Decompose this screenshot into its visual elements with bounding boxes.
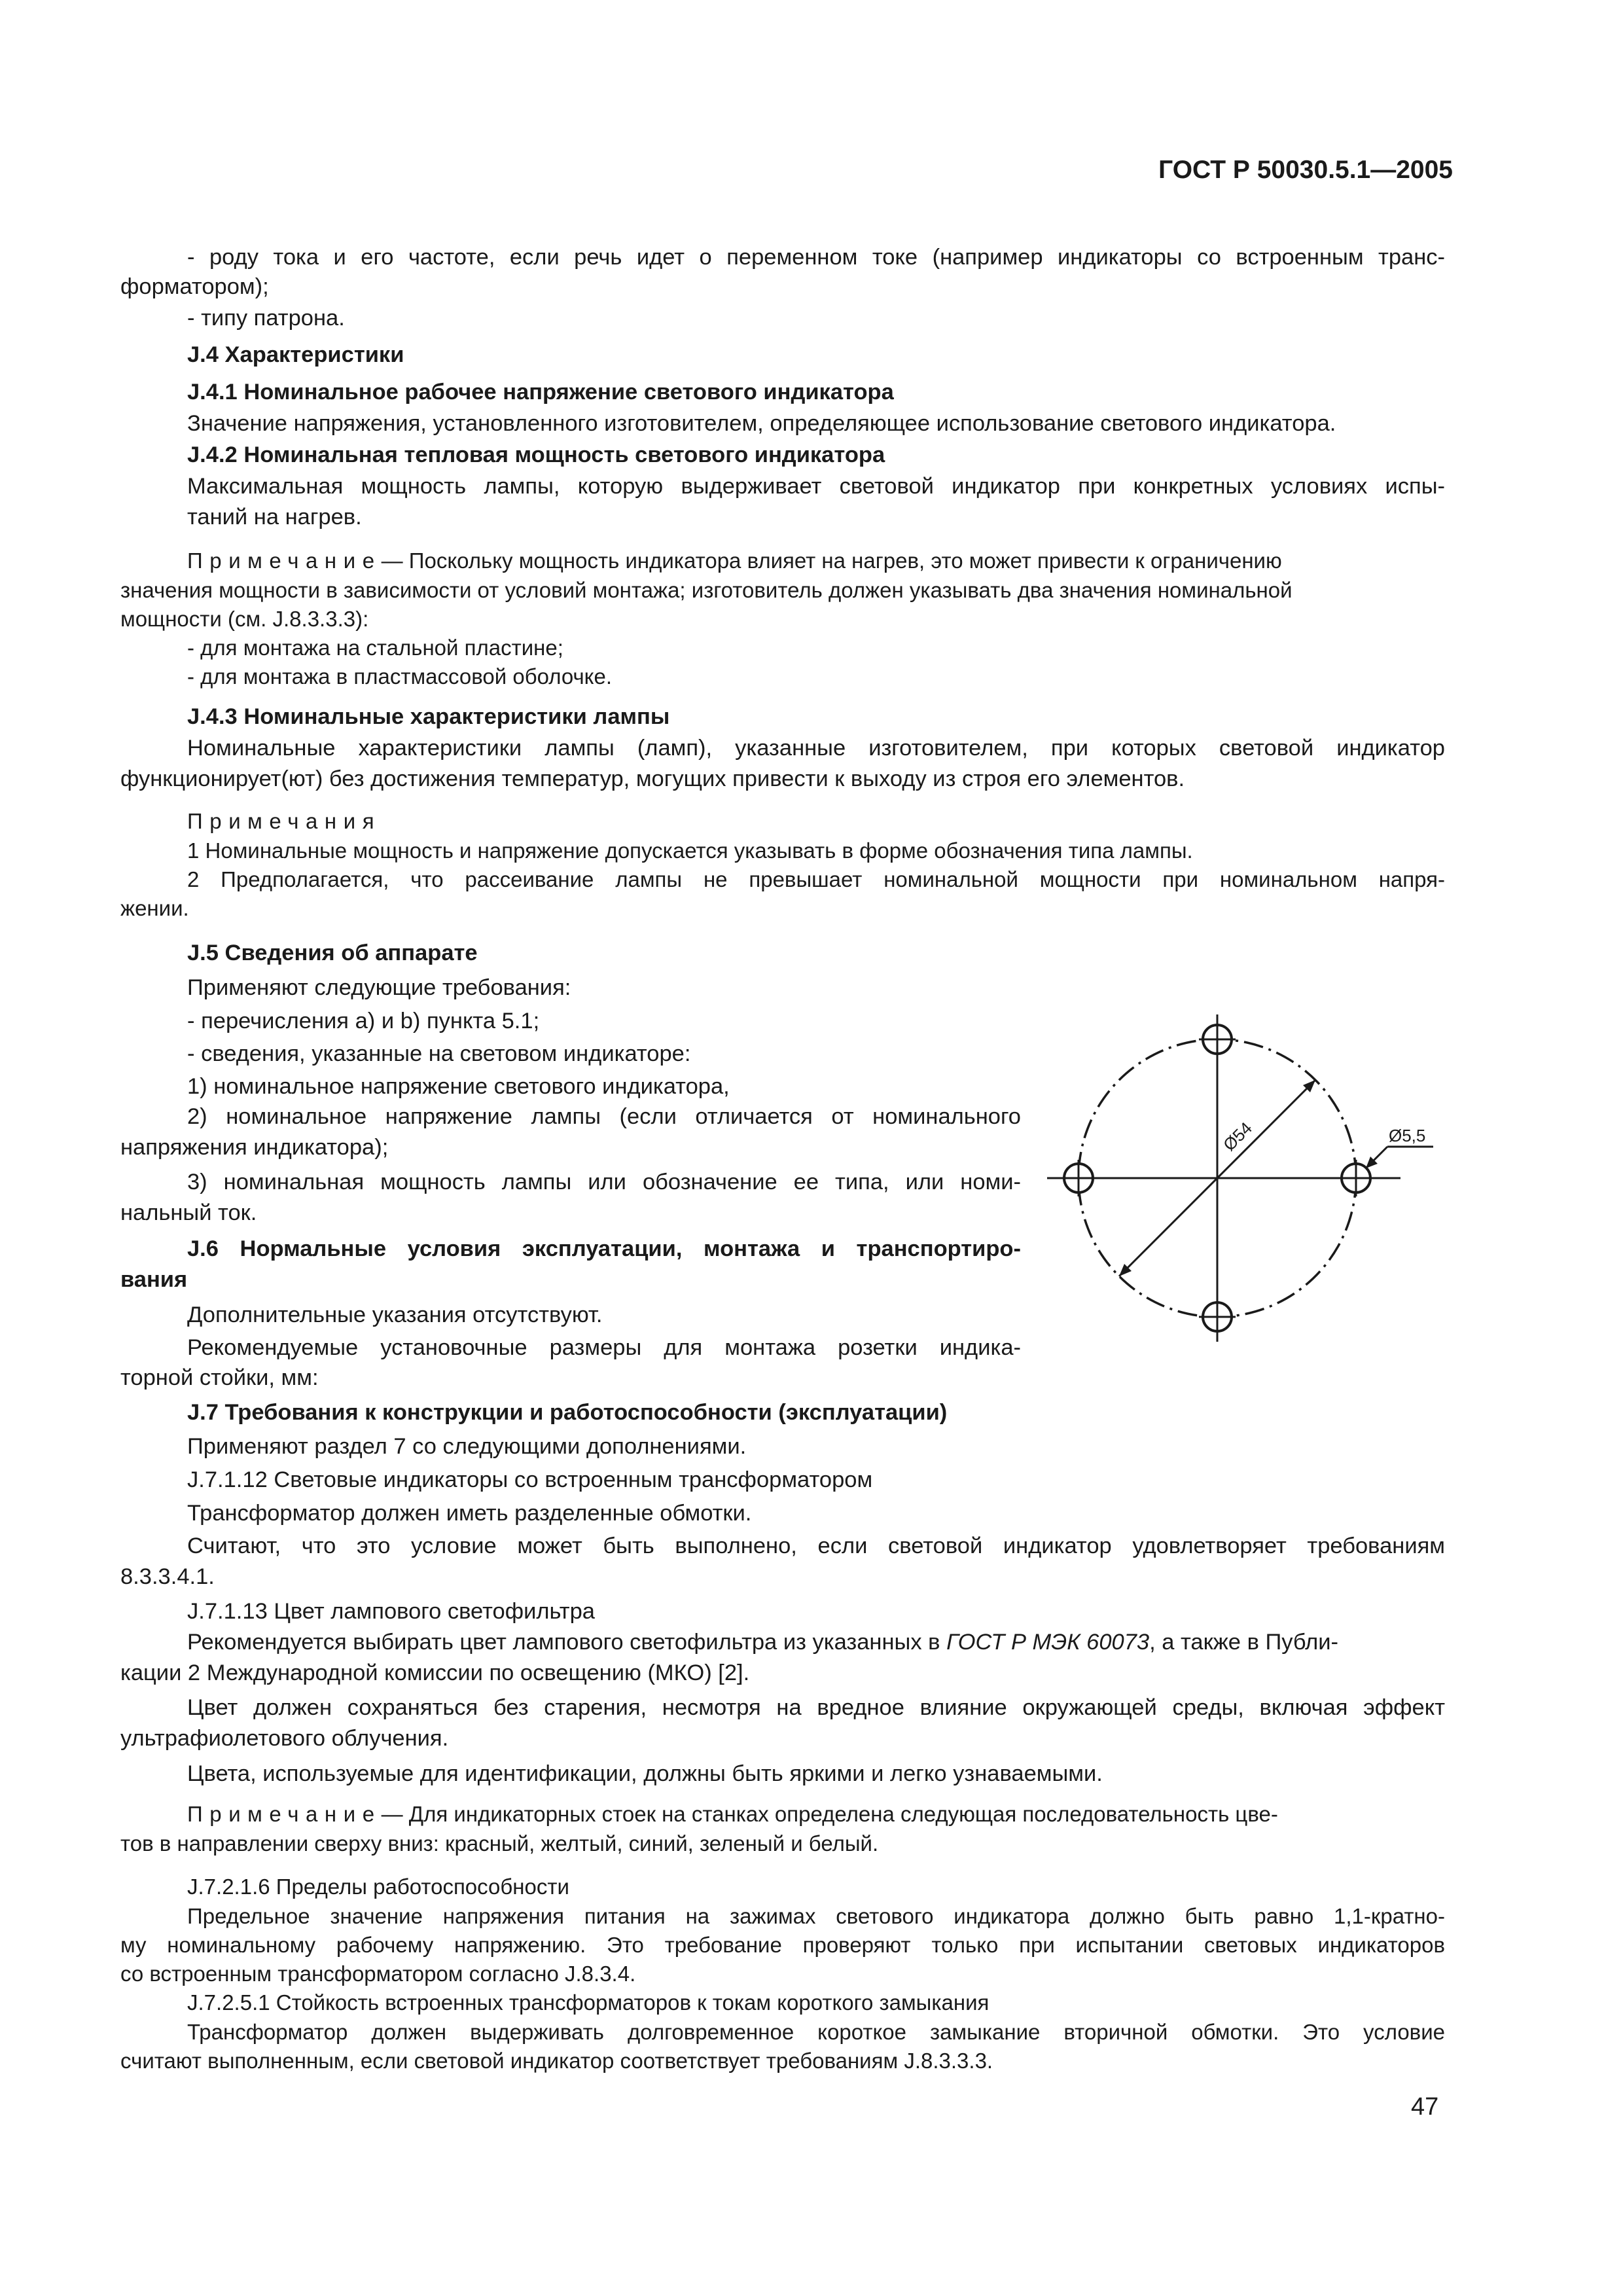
text-line: Цвета, используемые для идентификации, должны быть яркими и легко узнаваемыми. [187, 1761, 1103, 1786]
document-code: ГОСТ Р 50030.5.1—2005 [1158, 156, 1453, 184]
text-line: - типу патрона. [187, 306, 345, 331]
section-heading: J.5 Сведения об аппарате [187, 941, 478, 965]
text-line: - роду тока и его частоте, если речь идет о переменном токе (например индикаторы со встроенным транс- [187, 245, 1445, 270]
note-line: - для монтажа на стальной пластине; [187, 636, 563, 660]
note-line: 2 Предполагается, что рассеивание лампы не превышает номинальной мощности при номинальном напря- [187, 867, 1445, 891]
text-line: 2) номинальное напряжение лампы (если отличается от номинального [187, 1104, 1021, 1129]
text-line: 8.3.3.4.1. [120, 1564, 215, 1589]
mounting-hole-drawing [1034, 1001, 1440, 1368]
text-line [187, 1631, 1338, 1654]
text-line: J.7.1.13 Цвет лампового светофильтра [187, 1599, 595, 1624]
note-line: мощности (см. J.8.3.3.3): [120, 607, 369, 631]
text-line: J.7.1.12 Световые индикаторы со встроенным трансформатором [187, 1467, 873, 1492]
text-line: Цвет должен сохраняться без старения, несмотря на вредное влияние окружающей среды, включая эффект [187, 1695, 1445, 1720]
text-line: форматором); [120, 274, 269, 299]
text-line: 1) номинальное напряжение светового индикатора, [187, 1074, 730, 1099]
standard-reference: ГОСТ Р МЭК 60073 [946, 1630, 1150, 1655]
text-span: , а также в Публи- [1149, 1630, 1339, 1655]
text-line: 3) номинальная мощность лампы или обозначение ее типа, или номи- [187, 1170, 1021, 1194]
hole-diameter-label: Ø5,5 [1389, 1126, 1426, 1145]
note-line: Трансформатор должен выдерживать долговременное короткое замыкание вторичной обмотки. Это условие [187, 2020, 1445, 2044]
text-line: торной стойки, мм: [120, 1365, 319, 1390]
text-span: Рекомендуется выбирать цвет лампового светофильтра из указанных в [187, 1630, 947, 1655]
text-line: Трансформатор должен иметь разделенные обмотки. [187, 1501, 752, 1526]
note-line: жении. [120, 896, 189, 920]
notes-label: Примечания [187, 809, 382, 833]
text-line: кации 2 Международной комиссии по освещению (МКО) [2]. [120, 1660, 750, 1685]
section-heading: вания [120, 1267, 188, 1292]
note-text: — Для индикаторных стоек на станках определена следующая последовательность цве- [381, 1802, 1278, 1826]
text-line: Считают, что это условие может быть выполнено, если световой индикатор удовлетворяет требованиям [187, 1534, 1445, 1558]
note-label: Примечание [187, 1802, 382, 1826]
note-text: — Поскольку мощность индикатора влияет на нагрев, это может привести к ограничению [381, 548, 1282, 573]
text-line: - перечисления a) и b) пункта 5.1; [187, 1009, 540, 1033]
note-line: со встроенным трансформатором согласно J.8.3.4. [120, 1962, 636, 1986]
section-heading: J.4.3 Номинальные характеристики лампы [187, 704, 670, 729]
section-heading: J.6 Нормальные условия эксплуатации, монтажа и транспортиро- [187, 1236, 1021, 1261]
note-line: J.7.2.1.6 Пределы работоспособности [187, 1874, 569, 1899]
text-line: - сведения, указанные на световом индикаторе: [187, 1041, 691, 1066]
text-line: таний на нагрев. [187, 505, 362, 529]
note-label: Примечание [187, 548, 382, 573]
section-heading: J.4.1 Номинальное рабочее напряжение светового индикатора [187, 380, 894, 404]
page-number: 47 [1411, 2093, 1439, 2121]
text-line: функционирует(ют) без достижения температур, могущих привести к выходу из строя его элементов. [120, 766, 1185, 791]
note-line [187, 550, 1282, 571]
note-line [187, 1803, 1278, 1825]
note-line: считают выполненным, если световой индикатор соответствует требованиям J.8.3.3.3. [120, 2049, 993, 2073]
section-heading: J.4 Характеристики [187, 342, 404, 367]
text-line: ультрафиолетового облучения. [120, 1726, 449, 1751]
text-line: Значение напряжения, установленного изготовителем, определяющее использование светового индикатора. [187, 411, 1336, 436]
note-line: 1 Номинальные мощность и напряжение допускается указывать в форме обозначения типа лампы. [187, 838, 1193, 863]
section-heading: J.7 Требования к конструкции и работоспособности (эксплуатации) [187, 1400, 948, 1425]
text-line: Применяют следующие требования: [187, 975, 571, 1000]
note-line: - для монтажа в пластмассовой оболочке. [187, 664, 612, 689]
diameter-label: Ø54 [1219, 1118, 1257, 1155]
text-line: Номинальные характеристики лампы (ламп), указанные изготовителем, при которых световой индикатор [187, 736, 1445, 761]
note-line: тов в направлении сверху вниз: красный, желтый, синий, зеленый и белый. [120, 1831, 879, 1856]
text-line: нальный ток. [120, 1200, 257, 1225]
section-heading: J.4.2 Номинальная тепловая мощность светового индикатора [187, 442, 885, 467]
note-line: значения мощности в зависимости от условий монтажа; изготовитель должен указывать два значения номинальной [120, 578, 1293, 602]
text-line: Максимальная мощность лампы, которую выдерживает световой индикатор при конкретных условиях испы- [187, 474, 1445, 499]
text-line: Применяют раздел 7 со следующими дополнениями. [187, 1434, 747, 1459]
note-line: Предельное значение напряжения питания на зажимах светового индикатора должно быть равно 1,1-кратно- [187, 1904, 1445, 1928]
note-line: му номинальному рабочему напряжению. Это требование проверяют только при испытании световых индикаторов [120, 1933, 1445, 1957]
text-line: Дополнительные указания отсутствуют. [187, 1302, 603, 1327]
note-line: J.7.2.5.1 Стойкость встроенных трансформаторов к токам короткого замыкания [187, 1990, 990, 2015]
text-line: напряжения индикатора); [120, 1135, 389, 1160]
text-line: Рекомендуемые установочные размеры для монтажа розетки индика- [187, 1335, 1021, 1360]
